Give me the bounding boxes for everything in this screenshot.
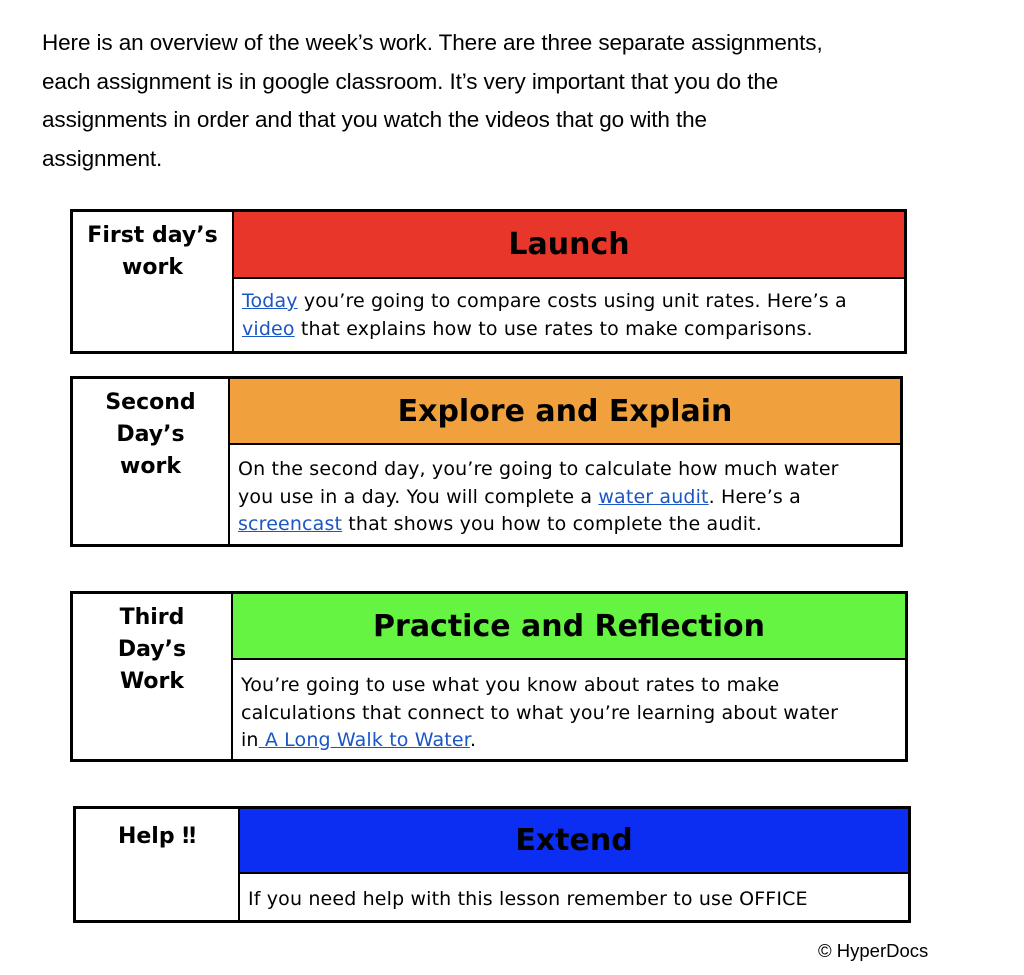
intro-paragraph [42, 24, 942, 178]
day-label-third: Third Day’s Work [73, 594, 233, 759]
day-label-help: Help ‼ [76, 809, 240, 920]
launch-content [234, 212, 904, 351]
intro-line: assignments in order and that you watch the videos that go with the [42, 107, 707, 132]
water-audit-link[interactable]: water audit [598, 485, 709, 508]
practice-table [70, 591, 908, 762]
today-link[interactable]: Today [242, 290, 298, 312]
day-label-first: First day’s work [73, 212, 234, 351]
extend-content [240, 809, 908, 920]
extend-table [73, 806, 911, 923]
intro-line: each assignment is in google classroom. It’s very important that you do the [42, 68, 779, 94]
practice-heading: Practice and Reflection [233, 594, 905, 660]
extend-body: If you need help with this lesson remember to use OFFICE [248, 888, 808, 910]
practice-body: You’re going to use what you know about rates to make calculations that connect to what you’re learning about water in A Long Walk to Water. [241, 674, 839, 751]
explore-table [70, 376, 903, 547]
launch-body: Today you’re going to compare costs using unit rates. Here’s a video that explains how to use rates to make comparisons. [242, 290, 847, 340]
extend-heading: Extend [240, 809, 908, 874]
launch-table [70, 209, 907, 354]
intro-line: Here is an overview of the week’s work. There are three separate assignments, [42, 30, 823, 55]
explore-body: On the second day, you’re going to calculate how much water you use in a day. You will complete a water audit. Here’s a screencast that shows you how to complete the audit. [238, 458, 839, 535]
explore-heading: Explore and Explain [230, 379, 900, 445]
long-walk-to-water-link[interactable]: A Long Walk to Water [258, 729, 470, 751]
intro-line: assignment. [42, 145, 163, 171]
copyright-footer: © HyperDocs [818, 940, 929, 961]
video-link[interactable]: video [242, 317, 295, 340]
launch-heading: Launch [234, 212, 904, 279]
screencast-link[interactable]: screencast [238, 513, 343, 535]
explore-content [230, 379, 900, 544]
day-label-second: Second Day’s work [73, 379, 230, 544]
practice-content [233, 594, 905, 759]
